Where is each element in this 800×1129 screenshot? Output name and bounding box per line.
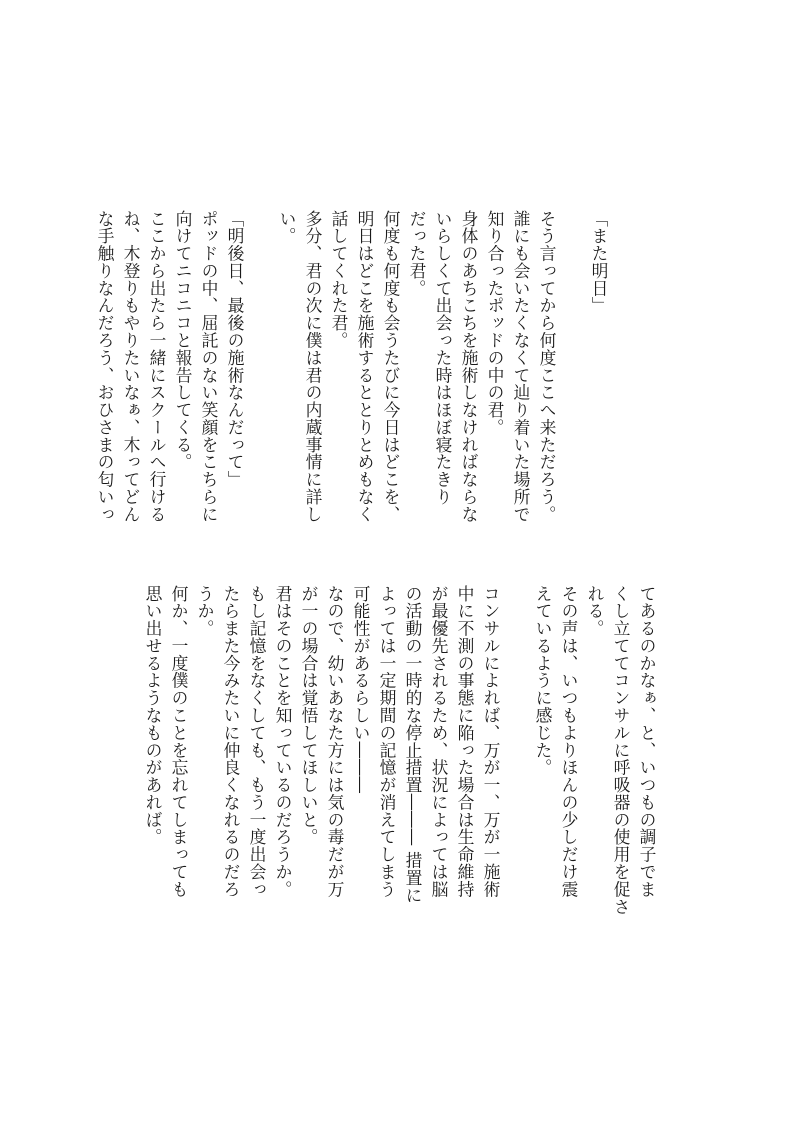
- text-line: 多分、君の次に僕は君の内蔵事情に詳し: [303, 210, 323, 524]
- text-line: 明日はどこを施術するととりとめもなく: [355, 210, 375, 524]
- text-line: が最優先されるため、状況によっては脳: [429, 585, 449, 899]
- text-line: 「明後日、最後の施術なんだって」: [225, 210, 245, 489]
- text-line: な手触りなんだろう、おひさまの匂いっ: [95, 210, 115, 524]
- text-line: ポッドの中、屈託のない笑顔をこちらに: [199, 210, 219, 524]
- text-line: 可能性があるらしい―――: [351, 585, 371, 794]
- text-line: たらまた今みたいに仲良くなれるのだろ: [221, 585, 241, 899]
- text-line: の活動の一時的な停止措置――― 措置に: [403, 585, 423, 904]
- text-line: 話してくれた君。: [329, 210, 349, 350]
- text-line: 誰にも会いたくなくて辿り着いた場所で: [511, 210, 531, 524]
- text-line: 向けてニコニコと報告してくる。: [173, 210, 193, 471]
- text-line: 何度も何度も会うたびに今日はどこを、: [381, 210, 401, 524]
- text-line: 何か、一度僕のことを忘れてしまっても: [169, 585, 189, 899]
- text-line: てあるのかなぁ、と、いつもの調子でま: [637, 585, 657, 899]
- text-line: 身体のあちこちを施術しなければならな: [459, 210, 479, 524]
- text-line: うか。: [195, 585, 215, 638]
- text-line: その声は、いつもよりほんの少しだけ震: [559, 585, 579, 899]
- text-line: えているように感じた。: [533, 585, 553, 777]
- blank-line: [560, 210, 586, 550]
- text-line: 「また明日」: [589, 210, 609, 315]
- text-line: が一の場合は覚悟してほしいと。: [299, 585, 319, 846]
- text-line: 君はそのことを知っているのだろうか。: [273, 585, 293, 899]
- text-line: 中に不測の事態に陥った場合は生命維持: [455, 585, 475, 899]
- text-line: もし記憶をなくしても、もう一度出会っ: [247, 585, 267, 899]
- text-line: だった君。: [407, 210, 427, 297]
- blank-line: [504, 585, 530, 930]
- upper-text-block: [92, 210, 612, 550]
- text-line: ね、木登りもやりたいなぁ、木ってどん: [121, 210, 141, 524]
- text-line: い。: [277, 210, 297, 245]
- text-line: コンサルによれば、万が一、万が一施術: [481, 585, 501, 899]
- text-line: れる。: [585, 585, 605, 638]
- text-line: 知り合ったポッドの中の君。: [485, 210, 505, 437]
- text-line: 思い出せるようなものがあれば。: [143, 585, 163, 846]
- text-line: くし立ててコンサルに呼吸器の使用を促さ: [611, 585, 631, 916]
- text-line: いらしくて出会った時はほぼ寝たきり: [433, 210, 453, 506]
- blank-line: [248, 210, 274, 550]
- lower-text-block: [140, 585, 660, 930]
- text-line: よっては一定期間の記憶が消えてしまう: [377, 585, 397, 899]
- text-line: なので、幼いあなた方には気の毒だが万: [325, 585, 345, 899]
- text-line: ここから出たら一緒にスクールへ行ける: [147, 210, 167, 524]
- text-line: そう言ってから何度ここへ来ただろう。: [537, 210, 557, 524]
